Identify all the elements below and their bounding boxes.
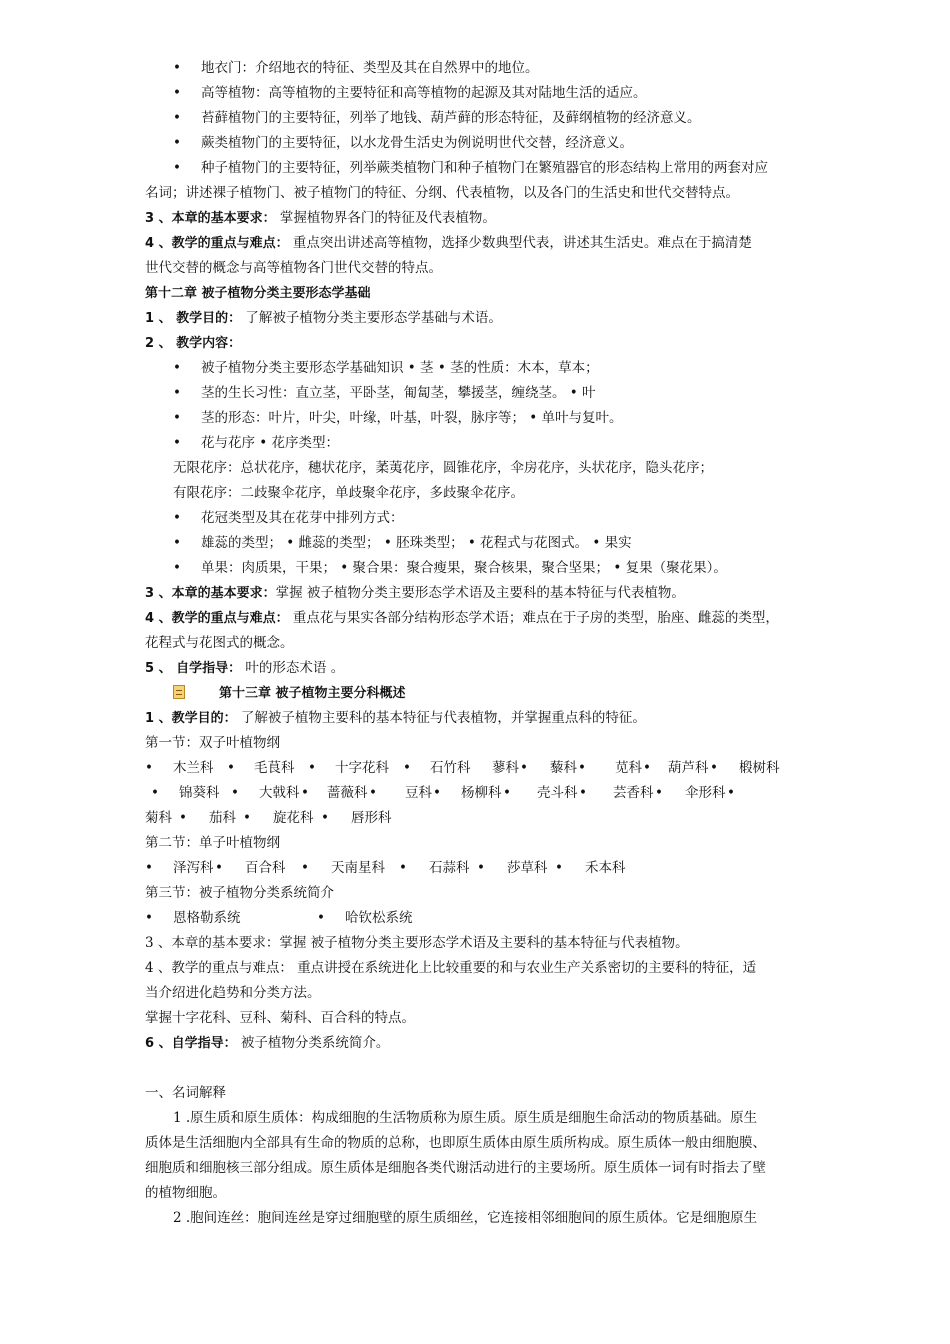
- chapter-content-label: 2 、 教学内容：: [145, 336, 242, 351]
- list-item: • 种子植物门的主要特征，列举蕨类植物门和种子植物门在繁殖器官的形态结构上常用的两套对应: [173, 160, 768, 176]
- chapter-requirement: 3 、本章的基本要求：掌握 被子植物分类主要形态学术语及主要科的基本特征与代表植物。: [145, 935, 689, 951]
- family-row: • 木兰科 • 毛茛科 • 十字花科 • 石竹科 蓼科• 藜科• 苋科• 葫芦科 • 椴树科: [145, 756, 810, 781]
- chapter-requirement: 3 、本章的基本要求： 掌握植物界各门的特征及代表植物。: [145, 210, 496, 226]
- system-row: • 恩格勒系统 • 哈钦松系统: [145, 906, 810, 931]
- self-study: 6 、自学指导： 被子植物分类系统简介。: [145, 1035, 390, 1051]
- list-item: • 花冠类型及其在花芽中排列方式：: [173, 510, 404, 526]
- inflorescence-infinite: 无限花序：总状花序，穗状花序，葇荑花序，圆锥花序，伞房花序，头状花序，隐头花序；: [173, 460, 713, 476]
- family-name: 旋花科: [273, 810, 314, 826]
- list-item: • 地衣门：介绍地衣的特征、类型及其在自然界中的地位。: [173, 60, 539, 76]
- chapter-13-title: 第十三章 被子植物主要分科概述: [145, 681, 810, 706]
- chapter-12-title: 第十二章 被子植物分类主要形态学基础: [145, 286, 371, 301]
- family-name: 芸香科: [613, 785, 654, 801]
- glossary-item-1-continued: 质体是生活细胞内全部具有生命的物质的总称，也即原生质体由原生质所构成。原生质体一般由细胞膜、: [145, 1135, 766, 1151]
- list-item: • 苔藓植物门的主要特征，列举了地钱、葫芦藓的形态特征，及藓纲植物的经济意义。: [173, 110, 701, 126]
- family-name: 苋科: [615, 760, 642, 776]
- list-item: • 茎的形态：叶片，叶尖，叶缘，叶基，叶裂，脉序等； • 单叶与复叶。: [173, 410, 623, 426]
- chapter-key-points: 4 、教学的重点与难点： 重点突出讲述高等植物，选择少数典型代表，讲述其生活史。难点在于搞清楚: [145, 235, 752, 251]
- section-title: 第一节：双子叶植物纲: [145, 735, 280, 751]
- list-item: • 雄蕊的类型； • 雌蕊的类型； • 胚珠类型； • 花程式与花图式。 • 果实: [173, 535, 632, 551]
- family-name: 大戟科: [259, 785, 300, 801]
- family-name: 禾本科: [585, 860, 626, 876]
- family-name: 杨柳科: [461, 785, 502, 801]
- family-name: 百合科: [245, 860, 286, 876]
- family-row: • 锦葵科 • 大戟科 • 蔷薇科 • 豆科• 杨柳科 • 壳斗科 • 芸香科 • 伞形科 •: [145, 781, 810, 806]
- list-item: • 花与花序 • 花序类型：: [173, 435, 340, 451]
- self-study: 5 、 自学指导： 叶的形态术语 。: [145, 660, 345, 676]
- document-page: [145, 56, 810, 1231]
- family-name: 伞形科: [685, 785, 726, 801]
- family-name: 莎草科: [507, 860, 548, 876]
- chapter-key-points: 4 、教学的重点与难点： 重点讲授在系统进化上比较重要的和与农业生产关系密切的主要科的特征，适: [145, 960, 757, 976]
- chapter-key-points-continued: 世代交替的概念与高等植物各门世代交替的特点。: [145, 260, 442, 276]
- glossary-item-1-continued: 的植物细胞。: [145, 1185, 226, 1201]
- family-name: 椴树科: [739, 760, 780, 776]
- family-row: • 泽泻科 • 百合科 • 天南星科 • 石蒜科 • 莎草科 • 禾本科: [145, 856, 810, 881]
- list-item: • 单果：肉质果，干果； • 聚合果：聚合瘦果，聚合核果，聚合坚果； • 复果（聚花果）。: [173, 560, 727, 576]
- family-name: 泽泻科: [173, 860, 214, 876]
- chapter-requirement: 3 、本章的基本要求：掌握 被子植物分类主要形态学术语及主要科的基本特征与代表植物。: [145, 585, 685, 601]
- glossary-item-1-continued: 细胞质和细胞核三部分组成。原生质体是细胞各类代谢活动进行的主要场所。原生质体一词有时指去了壁: [145, 1160, 766, 1176]
- family-name: 茄科: [209, 810, 236, 826]
- family-name: 石蒜科: [429, 860, 470, 876]
- family-name: 菊科: [145, 810, 172, 826]
- section-title: 第二节：单子叶植物纲: [145, 835, 280, 851]
- section-title: 第三节：被子植物分类系统简介: [145, 885, 334, 901]
- family-name: 天南星科: [331, 860, 385, 876]
- family-name: 葫芦科: [668, 760, 709, 776]
- list-item: • 被子植物分类主要形态学基础知识 • 茎 • 茎的性质：木本，草本；: [173, 360, 599, 376]
- chapter-aim: 1 、教学目的： 了解被子植物主要科的基本特征与代表植物，并掌握重点科的特征。: [145, 710, 646, 726]
- glossary-heading: 一、名词解释: [145, 1085, 226, 1101]
- master-note: 掌握十字花科、豆科、菊科、百合科的特点。: [145, 1010, 415, 1026]
- chapter-key-points: 4 、教学的重点与难点： 重点花与果实各部分结构形态学术语；难点在于子房的类型，胎座、雌蕊的类型，: [145, 610, 779, 626]
- chapter-key-points-continued: 当介绍进化趋势和分类方法。: [145, 985, 321, 1001]
- system-name: 哈钦松系统: [345, 910, 413, 926]
- chapter-aim: 1 、 教学目的： 了解被子植物分类主要形态学基础与术语。: [145, 310, 502, 326]
- family-name: 蓼科: [492, 760, 519, 776]
- family-name: 藜科: [550, 760, 577, 776]
- inflorescence-finite: 有限花序：二歧聚伞花序，单歧聚伞花序，多歧聚伞花序。: [173, 485, 524, 501]
- glossary-item-2: 2 .胞间连丝：胞间连丝是穿过细胞壁的原生质细丝，它连接相邻细胞间的原生质体。它是细胞原生: [173, 1210, 758, 1226]
- glossary-item-1: 1 .原生质和原生质体：构成细胞的生活物质称为原生质。原生质是细胞生命活动的物质基础。原生: [173, 1110, 758, 1126]
- system-name: 恩格勒系统: [173, 910, 241, 926]
- list-item: • 茎的生长习性：直立茎，平卧茎，匍匐茎，攀援茎，缠绕茎。 • 叶: [173, 385, 596, 401]
- family-name: 木兰科: [173, 760, 214, 776]
- family-row: 菊科 • 茄科 • 旋花科 • 唇形科: [145, 806, 810, 831]
- family-name: 十字花科: [335, 760, 389, 776]
- document-icon: [173, 685, 185, 699]
- family-name: 毛茛科: [254, 760, 295, 776]
- family-name: 石竹科: [430, 760, 471, 776]
- list-item: • 高等植物：高等植物的主要特征和高等植物的起源及其对陆地生活的适应。: [173, 85, 647, 101]
- list-item-continued: 名词；讲述裸子植物门、被子植物门的特征、分纲、代表植物，以及各门的生活史和世代交替特点。: [145, 185, 739, 201]
- family-name: 豆科: [405, 785, 432, 801]
- family-name: 壳斗科: [537, 785, 578, 801]
- family-name: 锦葵科: [179, 785, 220, 801]
- family-name: 唇形科: [351, 810, 392, 826]
- list-item: • 蕨类植物门的主要特征，以水龙骨生活史为例说明世代交替，经济意义。: [173, 135, 633, 151]
- spacer: [145, 1056, 810, 1081]
- chapter-key-points-continued: 花程式与花图式的概念。: [145, 635, 294, 651]
- family-name: 蔷薇科: [327, 785, 368, 801]
